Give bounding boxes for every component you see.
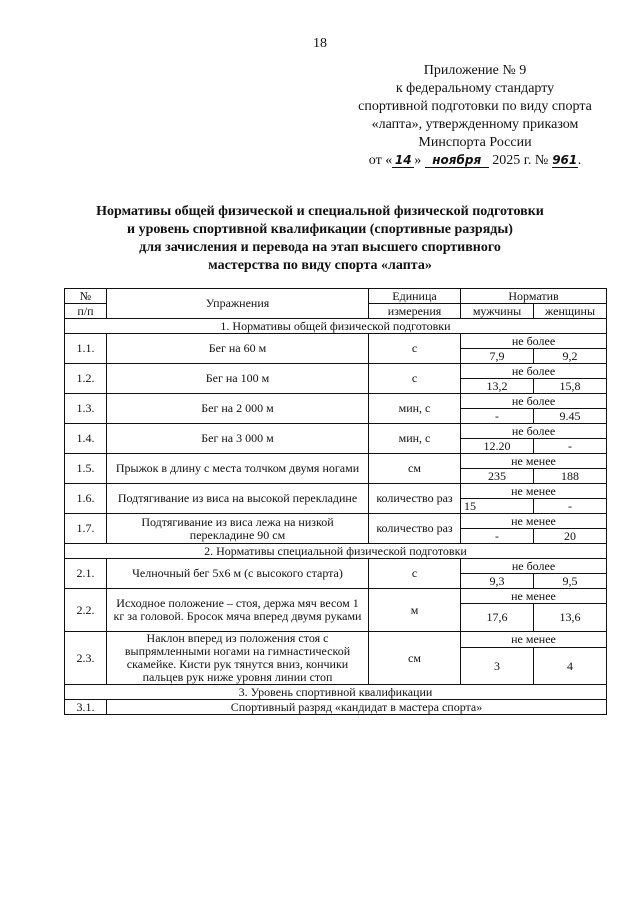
header-women: женщины <box>534 304 607 319</box>
section-title: 3. Уровень спортивной квалификации <box>65 685 607 700</box>
appendix-header <box>330 62 620 170</box>
row-exercise: Прыжок в длину с места толчком двумя ногами <box>107 454 369 484</box>
title-line: и уровень спортивной квалификации (спортивные разряды) <box>127 222 513 237</box>
row-num: 2.3. <box>65 632 107 685</box>
title-line: мастерства по виду спорта «лапта» <box>208 258 432 273</box>
header-norm: Норматив <box>461 289 607 304</box>
row-men: 7,9 <box>461 349 534 364</box>
row-norm-kind: не более <box>461 394 607 409</box>
row-unit: с <box>369 364 461 394</box>
row-unit: с <box>369 334 461 364</box>
row-women: - <box>534 499 607 514</box>
row-women: 9,5 <box>534 574 607 589</box>
row-unit: количество раз <box>369 514 461 544</box>
header-unit: Единица <box>369 289 461 304</box>
row-men: 235 <box>461 469 534 484</box>
header-num-2: п/п <box>65 304 107 319</box>
order-month: ноября <box>425 153 489 168</box>
row-unit: см <box>369 454 461 484</box>
row-norm-kind: не менее <box>461 632 607 648</box>
row-men: 17,6 <box>461 604 534 632</box>
header-unit-2: измерения <box>369 304 461 319</box>
header-exercise: Упражнения <box>107 289 369 319</box>
row-exercise: Исходное положение – стоя, держа мяч весом 1 кг за головой. Бросок мяча вперед двумя руками <box>107 589 369 632</box>
page-number: 18 <box>313 36 327 51</box>
row-men: - <box>461 409 534 424</box>
row-num: 1.2. <box>65 364 107 394</box>
row-norm-kind: не более <box>461 424 607 439</box>
order-year: 2025 г. № <box>492 153 549 168</box>
row-women: 15,8 <box>534 379 607 394</box>
order-prefix: от « <box>368 153 393 168</box>
row-men: 15 <box>461 499 534 514</box>
appendix-line: «лапта», утвержденному приказом <box>371 117 579 132</box>
row-women: 4 <box>534 648 607 685</box>
appendix-line: спортивной подготовки по виду спорта <box>358 99 592 114</box>
row-women: 13,6 <box>534 604 607 632</box>
row-unit: мин, с <box>369 394 461 424</box>
row-exercise: Бег на 2 000 м <box>107 394 369 424</box>
header-men: мужчины <box>461 304 534 319</box>
section-title: 1. Нормативы общей физической подготовки <box>65 319 607 334</box>
row-exercise: Наклон вперед из положения стоя с выпрямленными ногами на гимнастической скамейке. Кисти рук тянутся вниз, кончики пальцев рук ниже уровня линии стоп <box>107 632 369 685</box>
row-num: 1.1. <box>65 334 107 364</box>
row-women: - <box>534 439 607 454</box>
document-title <box>60 203 580 275</box>
row-unit: количество раз <box>369 484 461 514</box>
row-exercise: Подтягивание из виса на высокой перекладине <box>107 484 369 514</box>
row-women: 20 <box>534 529 607 544</box>
header-num: № <box>65 289 107 304</box>
row-women: 188 <box>534 469 607 484</box>
row-num: 1.5. <box>65 454 107 484</box>
row-num: 1.4. <box>65 424 107 454</box>
norms-table <box>64 288 607 715</box>
row-exercise: Бег на 100 м <box>107 364 369 394</box>
section-title: 2. Нормативы специальной физической подготовки <box>65 544 607 559</box>
row-norm-kind: не более <box>461 559 607 574</box>
row-num: 1.7. <box>65 514 107 544</box>
row-norm-kind: не менее <box>461 589 607 604</box>
row-num: 2.1. <box>65 559 107 589</box>
order-quote-close: » <box>414 153 422 168</box>
row-unit: м <box>369 589 461 632</box>
row-men: 12.20 <box>461 439 534 454</box>
row-unit: см <box>369 632 461 685</box>
row-norm-kind: не более <box>461 334 607 349</box>
row-unit: мин, с <box>369 424 461 454</box>
row-norm-kind: не более <box>461 364 607 379</box>
appendix-line: к федеральному стандарту <box>395 81 555 96</box>
row-num: 3.1. <box>65 700 107 715</box>
row-women: 9.45 <box>534 409 607 424</box>
order-number: 961 <box>552 153 578 167</box>
row-exercise: Подтягивание из виса лежа на низкой перекладине 90 см <box>107 514 369 544</box>
row-unit: с <box>369 559 461 589</box>
row-norm-kind: не менее <box>461 514 607 529</box>
row-exercise: Бег на 3 000 м <box>107 424 369 454</box>
row-norm-kind: не менее <box>461 454 607 469</box>
title-line: Нормативы общей физической и специальной физической подготовки <box>96 204 544 219</box>
row-men: - <box>461 529 534 544</box>
appendix-line: Минспорта России <box>418 135 532 150</box>
row-num: 1.3. <box>65 394 107 424</box>
order-line: от « 14 » ноября 2025 г. № 961. <box>368 153 582 168</box>
appendix-line: Приложение № 9 <box>423 63 527 78</box>
row-exercise: Челночный бег 5х6 м (с высокого старта) <box>107 559 369 589</box>
row-num: 2.2. <box>65 589 107 632</box>
title-line: для зачисления и перевода на этап высшего спортивного <box>139 240 501 255</box>
order-day: 14 <box>392 153 414 168</box>
row-qualification: Спортивный разряд «кандидат в мастера спорта» <box>107 700 607 715</box>
row-women: 9,2 <box>534 349 607 364</box>
row-exercise: Бег на 60 м <box>107 334 369 364</box>
row-num: 1.6. <box>65 484 107 514</box>
row-men: 13,2 <box>461 379 534 394</box>
row-men: 3 <box>461 648 534 685</box>
row-norm-kind: не менее <box>461 484 607 499</box>
row-men: 9,3 <box>461 574 534 589</box>
